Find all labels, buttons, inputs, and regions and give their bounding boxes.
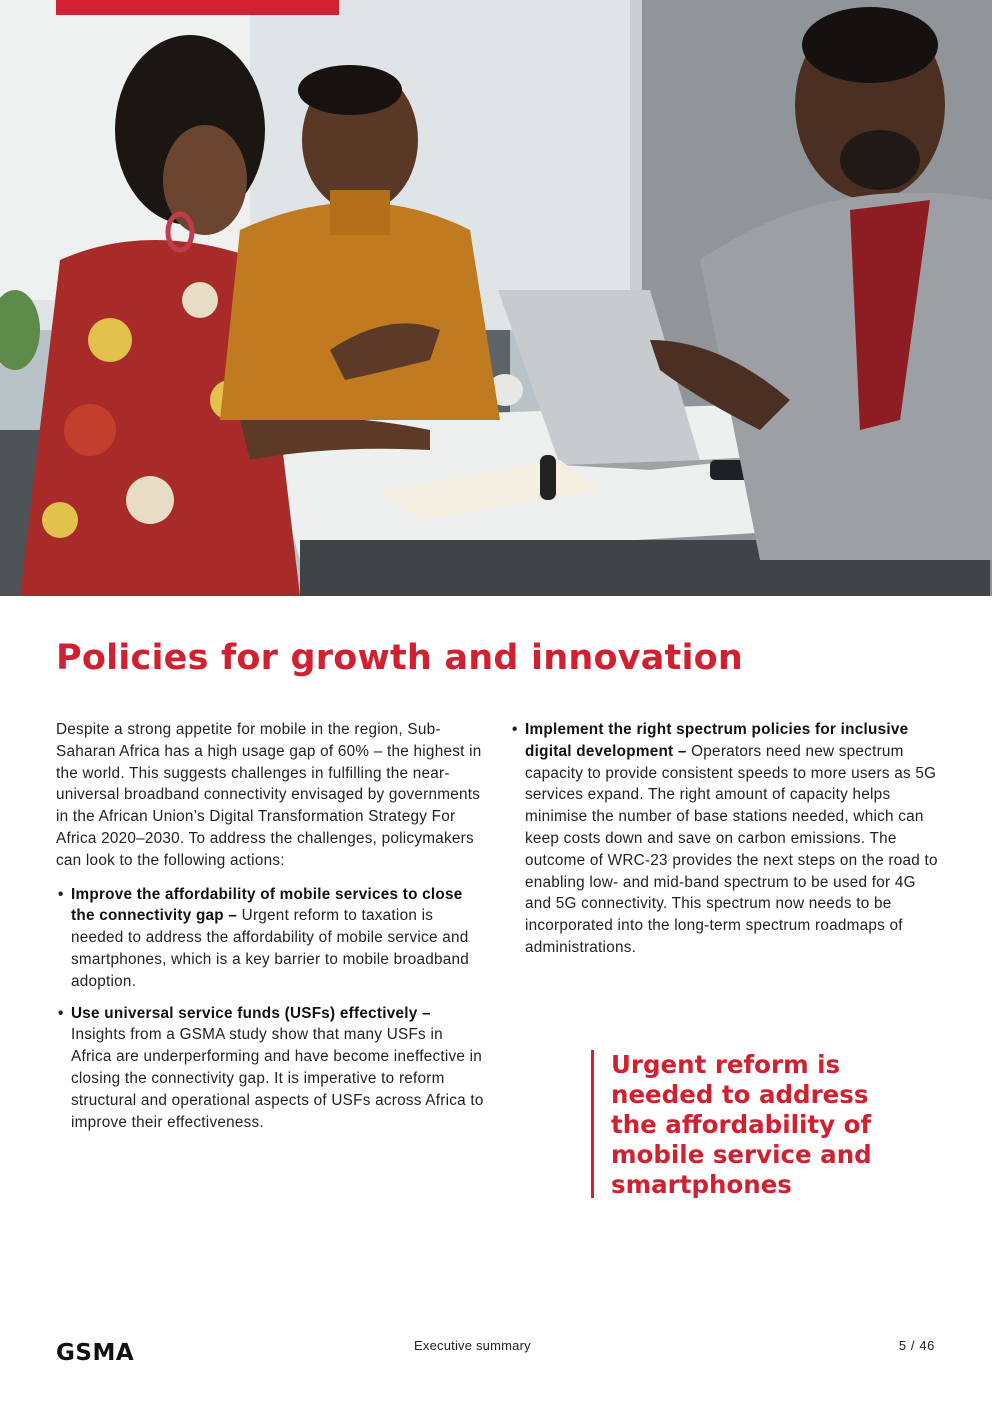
intro-paragraph: Despite a strong appetite for mobile in the region, Sub-Saharan Africa has a high usage gap of 60% – the highest in the world. This suggests challenges in fulfilling the near-universal broadband connectivity envisaged by governments in the African Union’s Digital Transformation Strategy For Africa 2020–2030. To address the challenges, policymakers can look to the following actions: xyxy=(56,721,482,869)
bullet-usf xyxy=(56,1003,484,1134)
bullet-heading: Implement the right spectrum policies for inclusive digital development – xyxy=(525,721,909,760)
bullet-heading: Improve the affordability of mobile services to close the connectivity gap – xyxy=(71,885,463,925)
bullet-icon: • xyxy=(58,885,64,903)
pull-quote: Urgent reform is needed to address the affordability of mobile service and smartphones xyxy=(591,1050,891,1198)
page-title: Policies for growth and innovation xyxy=(56,638,744,678)
bullet-icon: • xyxy=(58,1004,64,1022)
meeting-photo-illustration xyxy=(0,0,992,596)
bullet-affordability xyxy=(56,884,484,993)
bullet-text: Insights from a GSMA study show that many USFs in Africa are underperforming and have become ineffective in closing the connectivity gap. It is imperative to reform structural and operational aspects of USFs across Africa to improve their effectiveness. xyxy=(71,1026,484,1131)
right-column xyxy=(510,719,940,969)
bullet-icon: • xyxy=(512,721,518,738)
page-number: 5 / 46 xyxy=(898,1338,935,1353)
bullet-text: Operators need new spectrum capacity to provide consistent speeds to more users as 5G services expand. The right amount of capacity helps minimise the number of base stations needed, which can keep costs down and save on carbon emissions. The outcome of WRC-23 provides the next steps on the road to enabling low- and mid-band spectrum to be used for 4G and 5G connectivity. This spectrum now needs to be incorporated into the long-term spectrum roadmaps of administrations. xyxy=(525,742,938,956)
bullet-heading: Use universal service funds (USFs) effectively – xyxy=(71,1004,431,1022)
left-column xyxy=(56,719,484,1143)
logo-text: GSMA xyxy=(56,1340,135,1363)
section-accent-bar xyxy=(56,0,339,15)
footer-section-label: Executive summary xyxy=(414,1338,531,1353)
gsma-logo xyxy=(56,1339,180,1363)
hero-photo xyxy=(0,0,992,596)
bullet-spectrum xyxy=(510,719,940,959)
bullet-text: Urgent reform to taxation is needed to address the affordability of mobile service and smartphones, which is a key barrier to mobile broadband adoption. xyxy=(71,907,470,990)
